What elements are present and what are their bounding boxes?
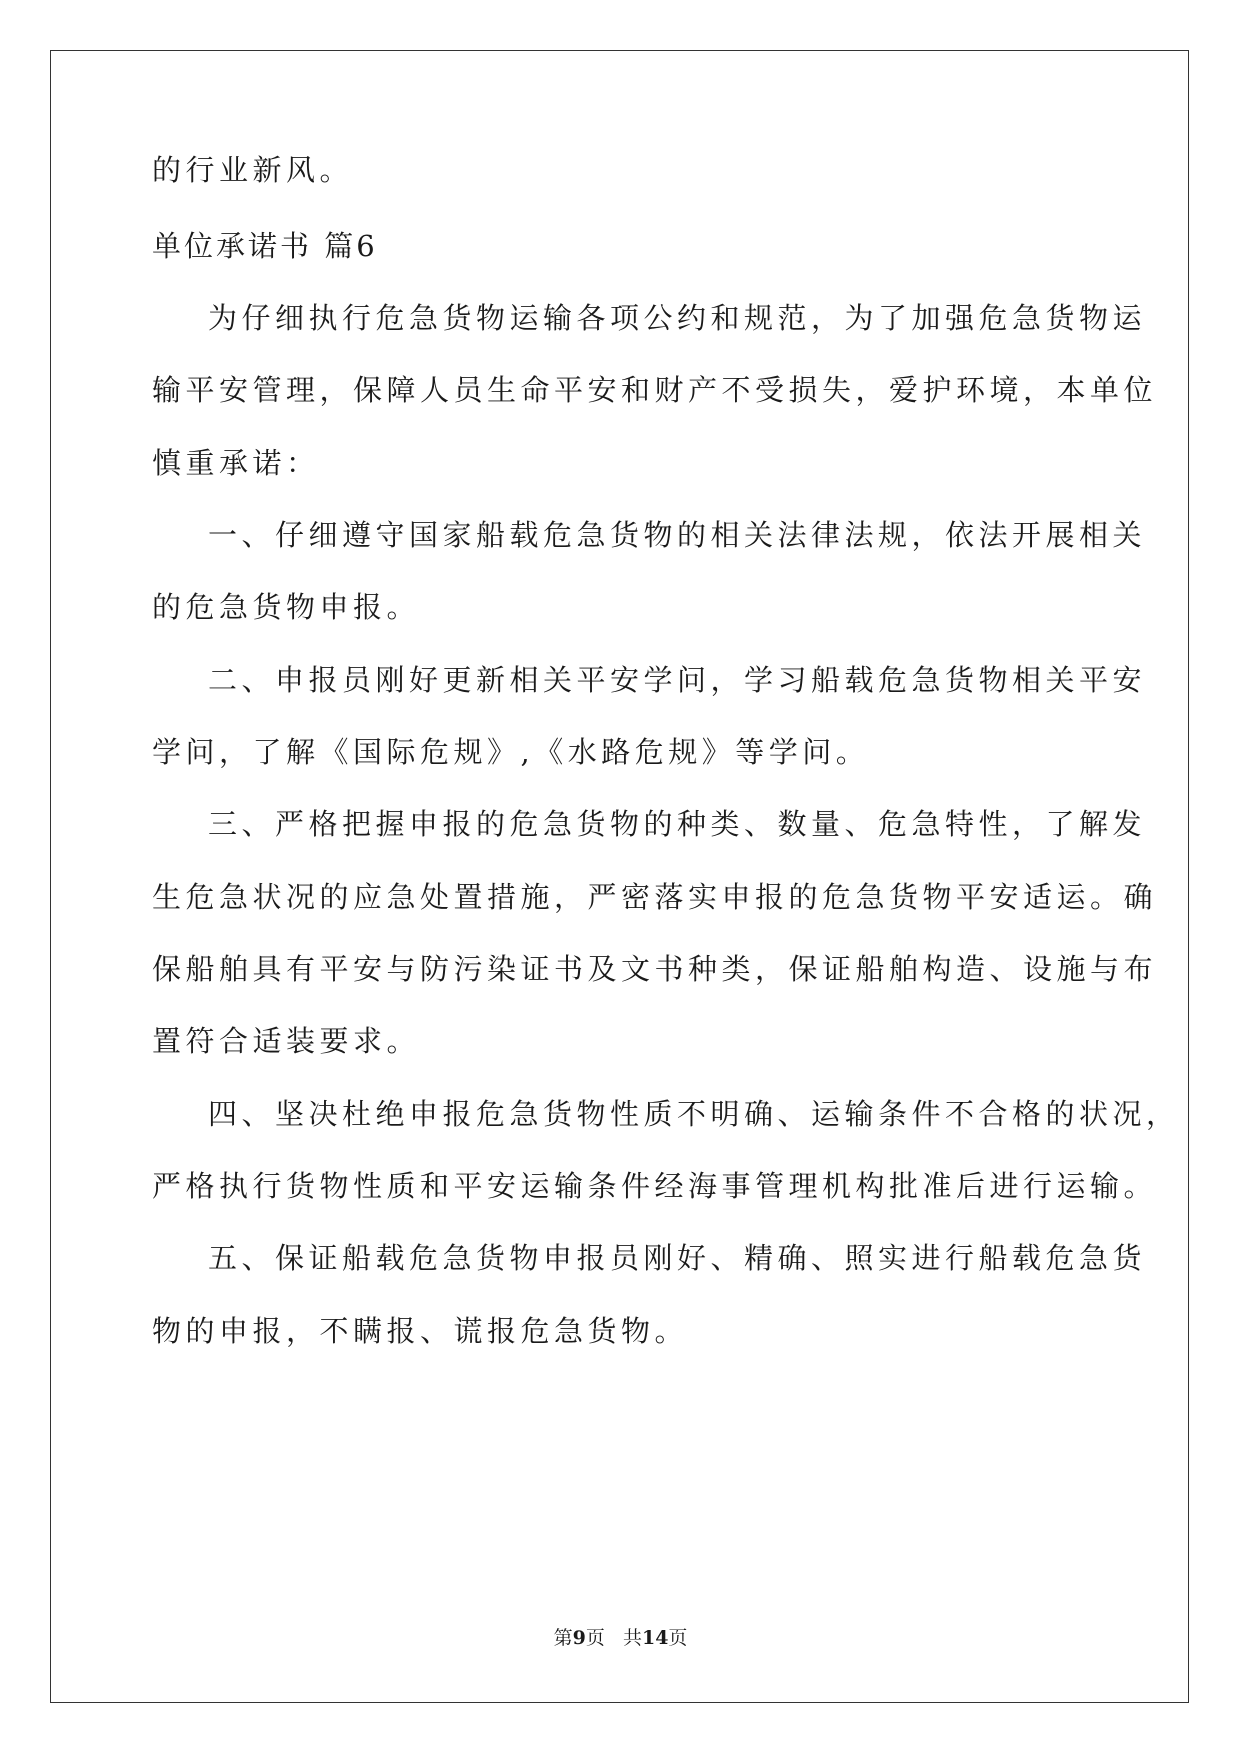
paragraph-line: 输平安管理，保障人员生命平安和财产不受损失，爱护环境，本单位 — [152, 373, 1158, 407]
paragraph-line: 学问，了解《国际危规》,《水路危规》等学问。 — [152, 735, 870, 769]
page-footer — [0, 1626, 1241, 1650]
page-prefix: 第 — [553, 1627, 573, 1649]
paragraph-line: 严格执行货物性质和平安运输条件经海事管理机构批准后进行运输。 — [152, 1169, 1158, 1203]
paragraph-line: 保船舶具有平安与防污染证书及文书种类，保证船舶构造、设施与布 — [152, 952, 1158, 986]
paragraph-line: 四、坚决杜绝申报危急货物性质不明确、运输条件不合格的状况， — [208, 1097, 1180, 1131]
total-pages: 14 — [641, 1627, 669, 1649]
page-suffix: 页 — [585, 1627, 605, 1649]
paragraph-line: 为仔细执行危急货物运输各项公约和规范，为了加强危急货物运 — [208, 301, 1147, 335]
paragraph-line: 的危急货物申报。 — [152, 590, 421, 624]
page-number: 9 — [572, 1627, 586, 1649]
paragraph-line: 五、保证船载危急货物申报员刚好、精确、照实进行船载危急货 — [208, 1241, 1147, 1275]
section-heading: 单位承诺书 篇6 — [152, 229, 378, 263]
paragraph-line: 一、仔细遵守国家船载危急货物的相关法律法规，依法开展相关 — [208, 518, 1147, 552]
paragraph-line: 三、严格把握申报的危急货物的种类、数量、危急特性，了解发 — [208, 807, 1147, 841]
paragraph-line: 的行业新风。 — [152, 153, 354, 187]
paragraph-line: 二、申报员刚好更新相关平安学问，学习船载危急货物相关平安 — [208, 663, 1147, 697]
paragraph-line: 物的申报，不瞒报、谎报危急货物。 — [152, 1314, 689, 1348]
paragraph-line: 生危急状况的应急处置措施，严密落实申报的危急货物平安适运。确 — [152, 880, 1158, 914]
paragraph-line: 慎重承诺： — [152, 446, 320, 480]
total-prefix: 共 — [622, 1627, 642, 1649]
total-suffix: 页 — [668, 1627, 688, 1649]
paragraph-line: 置符合适装要求。 — [152, 1024, 421, 1058]
